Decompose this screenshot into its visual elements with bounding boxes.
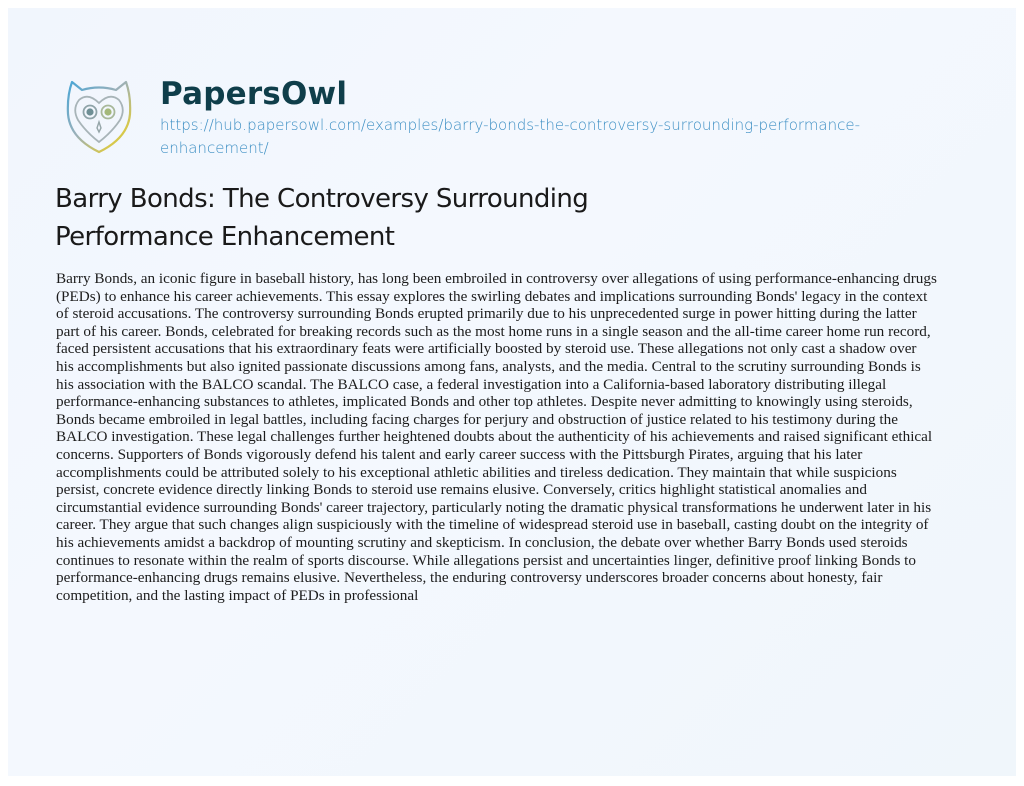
body-line: Barry Bonds, an iconic figure in baseball history, has long been embroiled in controversy over allegations of using performance-enhancing drugs (56, 270, 937, 287)
body-line: part of his career. Bonds, celebrated for breaking records such as the most home runs in a single season and the all-time career home run record, (56, 322, 931, 340)
body-line: career. They argue that such changes align suspiciously with the timeline of widespread steroid use in baseball, casting doubt on the integrity of (56, 516, 929, 534)
body-line: (PEDs) to enhance his career achievements. This essay explores the swirling debates and implications surrounding Bonds' legacy in the context (56, 287, 928, 305)
body-line: BALCO investigation. These legal challenges further heightened doubts about the authenticity of his achievements and raised significant ethical (56, 428, 933, 446)
body-line: his association with the BALCO scandal. The BALCO case, a federal investigation into a California-based laboratory distributing illegal (56, 375, 887, 393)
source-url-line[interactable]: https://hub.papersowl.com/examples/barry-bonds-the-controversy-surrounding-performance- (160, 116, 861, 134)
body-line: competition, and the lasting impact of PEDs in professional (56, 586, 419, 604)
body-line: faced persistent accusations that his extraordinary feats were artificially boosted by steroid use. These allegations not only cast a shadow over (56, 340, 917, 358)
body-line: his accomplishments but also ignited passionate discussions among fans, analysts, and the media. Central to the scrutiny surrounding Bonds is (56, 357, 921, 375)
article-body (56, 270, 1016, 604)
body-line: accomplishments could be attributed solely to his exceptional athletic abilities and tireless dedication. They maintain that while suspicions (56, 463, 897, 481)
body-line: Bonds became embroiled in legal battles, including facing charges for perjury and obstruction of justice related to his testimony during the (56, 410, 898, 428)
body-line: circumstantial evidence surrounding Bonds' career trajectory, particularly noting the dramatic physical transformations he underwent later in his (56, 498, 932, 516)
body-line: performance-enhancing substances to athletes, implicated Bonds and other top athletes. Despite never admitting to knowingly using steroids, (56, 393, 913, 411)
body-line: concerns. Supporters of Bonds vigorously defend his talent and early career success with the Pittsburgh Pirates, arguing that his later (56, 445, 863, 463)
body-line: his achievements amidst a backdrop of mounting scrutiny and skepticism. In conclusion, the debate over whether Barry Bonds used steroids (56, 533, 908, 551)
body-line: performance-enhancing drugs remains elusive. Nevertheless, the enduring controversy underscores broader concerns about honesty, fair (56, 569, 883, 587)
page-title-line: Barry Bonds: The Controversy Surrounding (55, 184, 589, 214)
body-line: of steroid accusations. The controversy surrounding Bonds erupted primarily due to his unprecedented surge in power hitting during the latter (56, 305, 917, 323)
owl-logo-icon (64, 76, 134, 156)
page-title-line: Performance Enhancement (55, 222, 395, 252)
source-url-line[interactable]: enhancement/ (160, 139, 269, 157)
body-line: continues to resonate within the realm of sports discourse. While allegations persist and uncertainties linger, definitive proof linking Bonds to (56, 551, 916, 569)
source-url-link[interactable] (160, 114, 960, 160)
document-card (8, 8, 1016, 776)
brand-name: PapersOwl (160, 76, 348, 112)
page-title (55, 180, 755, 256)
body-line: persist, concrete evidence directly linking Bonds to steroid use remains elusive. Conversely, critics highlight statistical anomalies and (56, 481, 867, 499)
